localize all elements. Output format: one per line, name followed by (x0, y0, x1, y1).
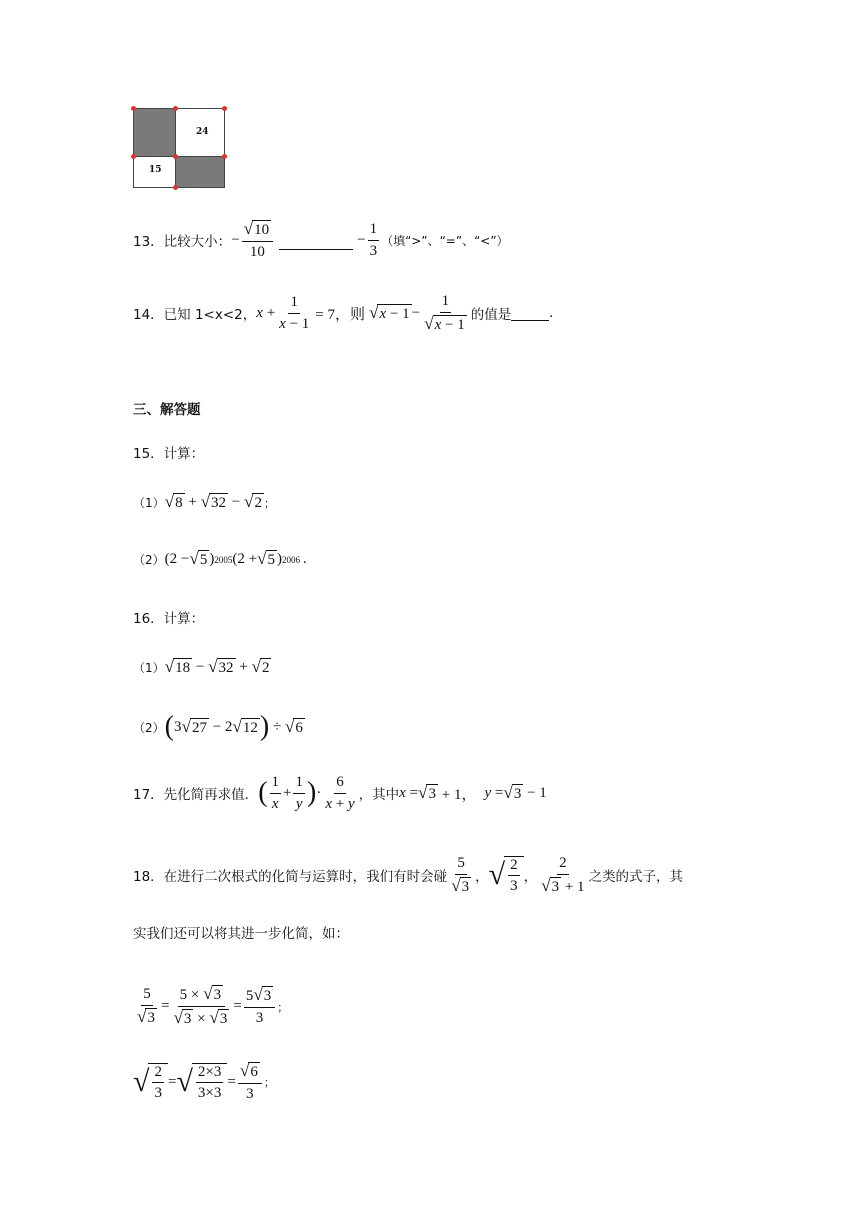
cell-bottom-left (133, 156, 176, 188)
q18-ex1-end: ； (277, 1000, 289, 1014)
q18-tail-1: 之类的式子，其 (588, 869, 684, 886)
vertex-dot (222, 106, 227, 111)
minus-sign: − (357, 231, 366, 248)
q18-example-1: 5 √ 3 = 5 × √ 3 √ 3 × √ 3 = 5 √ 3 3 ； (137, 984, 289, 1027)
q16-p2-coef-c: 2 (224, 718, 233, 735)
q15-p2-end: . (303, 551, 307, 567)
area-label-15: 15 (149, 165, 162, 175)
q15-p2-exponent-2: 2006 (282, 554, 301, 565)
question-18-line-1: 18．在进行二次根式的化简与运算时，我们有时会碰 5 √ 3 ， √ $\frac{2}{3}$ ， 2 √ 3 + 1 之类的式子，其 (133, 855, 684, 895)
q16-part-1: （1） √ 18 − √ 32 + √ 2 (133, 657, 270, 676)
cell-top-right (175, 108, 225, 157)
q16-p1-term-1: 18 (175, 660, 191, 676)
q18-example-2: √ $\frac{2}{3}$ = √ $\frac{2\times 3}{3\times 3}$ = √ 6 3 ； (133, 1061, 275, 1102)
q17-mid: ，其中 (358, 787, 400, 803)
q15-p2-exponent-1: 2005 (214, 554, 233, 565)
vertex-dot (173, 185, 178, 190)
q13-frac2-numerator: 1 (368, 221, 380, 241)
q13-frac2-denominator: 3 (369, 242, 378, 259)
q15-p2-label: （2） (133, 553, 165, 567)
q13-label: 13．比较大小： (133, 234, 232, 251)
q18-ex2-end: ； (263, 1076, 275, 1090)
vertex-dot (131, 106, 136, 111)
q16-label: 16．计算： (133, 611, 205, 627)
q15-part-1: （1） √ 8 + √ 32 − √ 2 ； (133, 492, 275, 511)
vertex-dot (173, 154, 178, 159)
area-label-24: 24 (196, 127, 209, 137)
q13-answer-blank[interactable] (279, 249, 353, 250)
section-title: 三、解答题 (133, 402, 201, 418)
q16-p2-label: （2） (133, 720, 165, 735)
q16-p2-radicand-b: 27 (191, 719, 207, 736)
vertex-dot (222, 154, 227, 159)
q15-p1-label: （1） (133, 496, 165, 510)
minus-sign: − (411, 304, 421, 321)
q13-frac1-denominator: 10 (249, 244, 265, 260)
shaded-cell-bottom-right (175, 156, 225, 188)
q15-label: 15．计算： (133, 446, 205, 462)
q14-condition-fraction: $\frac{1}{x - 1}$ (279, 294, 310, 332)
question-17: 17．先化简再求值． ( $\frac{1}{x}$ + $\frac{1}{y}$ ) · $\frac{6}{x + y}$ ，其中 x = √ 3 + 1， y = √ 3 − 1 (133, 774, 547, 812)
q15-p1-end: ； (263, 496, 275, 510)
q15-p1-term-1: 8 (175, 495, 183, 511)
q15-p1-term-3: 2 (254, 495, 262, 511)
q18-label: 18．在进行二次根式的化简与运算时，我们有时会碰 (133, 869, 448, 886)
q14-tail: 的值是 (470, 307, 512, 324)
q16-part-2: （2） ( 3 √ 27 − 2 √ 12 ) ÷ √ 6 (133, 711, 303, 742)
q14-end: . (549, 304, 553, 321)
q14-answer-blank[interactable] (511, 320, 549, 321)
vertex-dot (131, 154, 136, 159)
q14-target-fraction: 1 √ x − 1 (424, 293, 465, 333)
question-13 (133, 220, 509, 261)
vertex-dot (173, 106, 178, 111)
q14-condition: x + (256, 304, 276, 321)
q13-fraction-2 (368, 221, 380, 259)
q13-hint: （填“>”、“=”、“<”） (381, 233, 509, 248)
q13-frac1-numerator: 10 (254, 222, 270, 238)
q16-p1-term-3: 2 (261, 660, 270, 676)
q17-y-radicand: 3 (513, 785, 522, 802)
q15-p1-term-2: 32 (211, 495, 227, 511)
q13-fraction-1: √ 10 10 (242, 220, 273, 261)
q17-x-radicand: 3 (428, 785, 436, 802)
q16-p1-label: （1） (133, 661, 165, 675)
q16-p1-term-2: 32 (218, 660, 234, 676)
shaded-cell-top-left (133, 108, 176, 157)
minus-sign: − (231, 231, 240, 248)
question-14 (133, 293, 553, 334)
q14-sqrt-term: √ x − 1 (369, 302, 410, 322)
q15-part-2: （2） (2 − √ 5 ) 2005 (2 + √ 5 ) 2006 . (133, 549, 307, 568)
q16-p2-coef-a: 3 (173, 718, 182, 735)
q14-label: 14．已知 1<x<2， (133, 307, 257, 324)
q17-label: 17．先化简再求值． (133, 787, 259, 803)
q16-p2-radicand-e: 6 (295, 719, 303, 736)
grid-figure (133, 108, 225, 188)
q16-p2-radicand-d: 12 (242, 719, 258, 736)
q14-cond-eq: = 7，则 (315, 306, 366, 323)
q18-line-2: 实我们还可以将其进一步化简，如： (133, 926, 349, 942)
